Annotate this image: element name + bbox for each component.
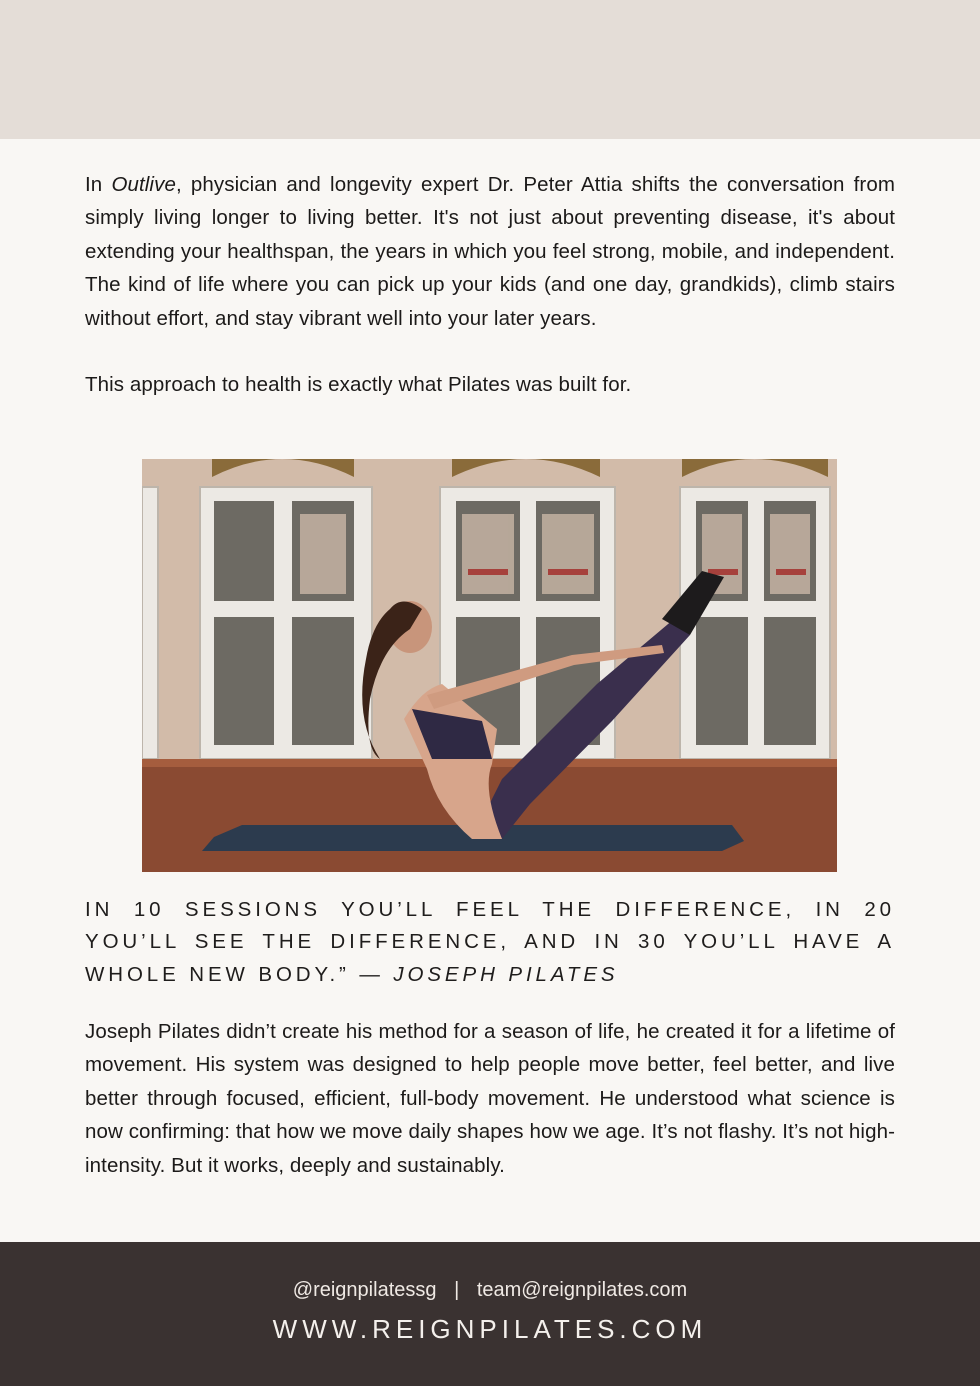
closing-section xyxy=(85,1015,895,1182)
closing-paragraph: Joseph Pilates didn’t create his method for a season of life, he created it for a lifetime of movement. His system was designed to help people move better, feel better, and live better through focused, efficient, full-body movement. He understood what science is now confirming: that how we move daily shapes how we age. It’s not flashy. It’s not high-intensity. But it works, deeply and sustainably. xyxy=(85,1020,895,1177)
approach-paragraph: This approach to health is exactly what Pilates was built for. xyxy=(85,373,632,397)
instagram-handle[interactable]: @reignpilatessg xyxy=(292,1279,437,1301)
pilates-photo xyxy=(142,459,837,872)
footer-separator: | xyxy=(454,1279,460,1301)
website-link[interactable]: WWW.REIGNPILATES.COM xyxy=(272,1314,708,1344)
book-title: Outlive xyxy=(111,173,176,196)
footer-contacts xyxy=(0,1278,980,1302)
intro-paragraph xyxy=(85,168,895,335)
pilates-quote xyxy=(85,894,895,991)
quote-text: IN 10 SESSIONS YOU’LL FEEL THE DIFFERENCE, IN 20 YOU’LL SEE THE DIFFERENCE, AND IN 30 YOU’LL HAVE A WHOLE NEW BODY.” — xyxy=(85,898,895,986)
top-band xyxy=(0,0,980,139)
quote-author: JOSEPH PILATES xyxy=(393,962,619,986)
email-link[interactable]: team@reignpilates.com xyxy=(476,1279,688,1301)
intro-body: , physician and longevity expert Dr. Peter Attia shifts the conversation from simply living longer to living better. It's not just about preventing disease, it's about extending your healthspan, the years in which you feel strong, mobile, and independent. The kind of life where you can pick up your kids (and one day, grandkids), climb stairs without effort, and stay vibrant well into your later years. xyxy=(85,173,895,330)
intro-section xyxy=(85,168,895,401)
footer xyxy=(0,1242,980,1386)
intro-prefix: In xyxy=(85,173,112,196)
